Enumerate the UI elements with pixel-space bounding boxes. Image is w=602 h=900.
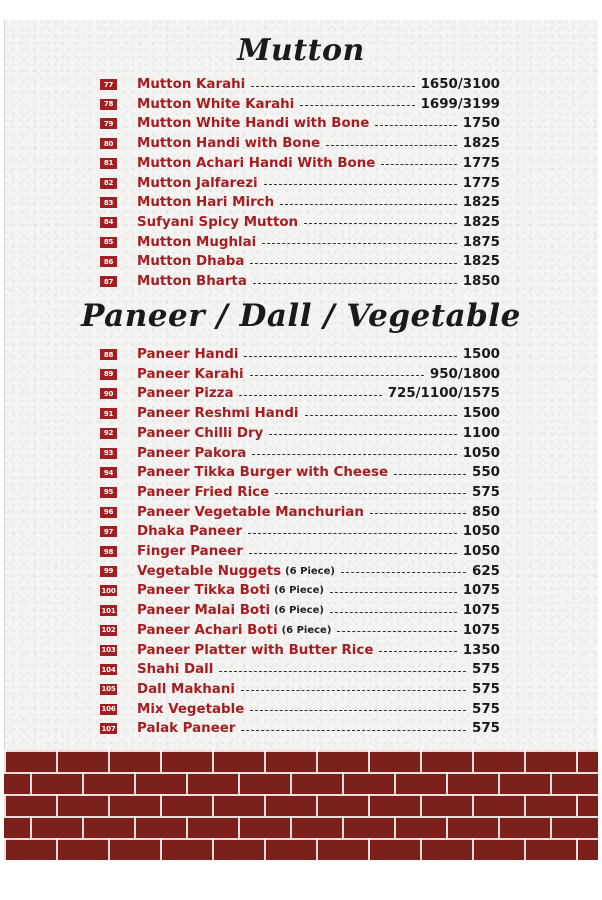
item-price: 575 bbox=[472, 721, 500, 737]
dotted-leader bbox=[250, 710, 466, 711]
item-price: 1775 bbox=[462, 155, 500, 171]
dotted-leader bbox=[253, 283, 457, 284]
item-price: 1650/3100 bbox=[420, 77, 500, 92]
menu-item bbox=[100, 621, 500, 640]
item-name: Mutton Achari Handi With Bone bbox=[137, 155, 376, 171]
item-number-badge: 83 bbox=[100, 197, 117, 208]
item-price: 625 bbox=[472, 563, 500, 579]
item-price: 550 bbox=[472, 465, 500, 481]
item-price: 575 bbox=[472, 701, 500, 717]
item-price: 850 bbox=[472, 504, 500, 520]
item-name: Paneer Pakora bbox=[137, 445, 247, 461]
menu-item bbox=[100, 562, 500, 581]
dotted-leader bbox=[269, 434, 456, 435]
item-name: Paneer Achari Boti bbox=[137, 622, 278, 638]
menu-item bbox=[100, 503, 500, 522]
item-name: Paneer Pizza bbox=[137, 386, 234, 402]
item-number-badge: 101 bbox=[101, 606, 116, 615]
item-price: 1825 bbox=[462, 214, 500, 230]
dotted-leader bbox=[300, 105, 414, 106]
item-number-badge: 82 bbox=[100, 178, 117, 189]
item-number-badge: 88 bbox=[100, 349, 117, 360]
item-number-badge: 89 bbox=[100, 369, 117, 380]
item-number-badge: 84 bbox=[100, 217, 117, 228]
dotted-leader bbox=[370, 513, 466, 514]
menu-item bbox=[100, 483, 500, 502]
menu-item bbox=[100, 95, 500, 114]
item-note: (6 Piece) bbox=[281, 624, 332, 636]
item-name: Paneer Malai Boti bbox=[137, 603, 271, 619]
item-price: 1500 bbox=[462, 347, 500, 362]
item-price: 1050 bbox=[462, 544, 500, 559]
item-price: 1350 bbox=[462, 642, 500, 658]
dotted-leader bbox=[280, 204, 457, 205]
menu-item bbox=[100, 641, 500, 660]
item-name: Mutton White Karahi bbox=[137, 96, 295, 112]
item-price: 1825 bbox=[462, 195, 500, 211]
item-note: (6 Piece) bbox=[274, 585, 324, 597]
menu-item bbox=[100, 75, 500, 94]
brick-wall-footer bbox=[4, 750, 598, 860]
menu-item bbox=[100, 424, 500, 443]
dotted-leader bbox=[326, 145, 456, 146]
menu-item bbox=[100, 719, 500, 738]
item-name: Paneer Tikka Boti bbox=[137, 583, 271, 599]
item-name: Paneer Vegetable Manchurian bbox=[137, 504, 364, 520]
item-name: Paneer Platter with Butter Rice bbox=[137, 642, 374, 658]
dotted-leader bbox=[381, 164, 456, 165]
menu-item bbox=[100, 384, 500, 403]
dotted-leader bbox=[239, 395, 381, 396]
item-number-badge: 100 bbox=[101, 586, 116, 595]
dotted-leader bbox=[341, 572, 466, 573]
item-number-badge: 107 bbox=[101, 724, 116, 733]
item-number-badge: 105 bbox=[101, 685, 116, 694]
item-name: Vegetable Nuggets bbox=[137, 563, 282, 579]
item-price: 1075 bbox=[462, 622, 500, 638]
item-number-badge: 93 bbox=[100, 448, 117, 459]
dotted-leader bbox=[337, 631, 456, 632]
dotted-leader bbox=[251, 86, 414, 87]
dotted-leader bbox=[244, 356, 456, 357]
menu-item bbox=[100, 680, 500, 699]
item-number-badge: 102 bbox=[101, 626, 116, 635]
dotted-leader bbox=[252, 454, 456, 455]
dotted-leader bbox=[241, 690, 466, 691]
menu-item bbox=[100, 233, 500, 252]
dotted-leader bbox=[379, 651, 456, 652]
item-price: 1850 bbox=[462, 274, 500, 289]
item-note: (6 Piece) bbox=[285, 565, 335, 577]
item-price: 1100 bbox=[462, 425, 500, 441]
menu-item bbox=[100, 345, 500, 364]
item-price: 1699/3199 bbox=[420, 96, 500, 112]
item-price: 1875 bbox=[462, 234, 500, 250]
item-number-badge: 103 bbox=[101, 646, 116, 654]
dotted-leader bbox=[248, 533, 457, 534]
dotted-leader bbox=[330, 592, 457, 593]
item-number-badge: 91 bbox=[100, 408, 117, 419]
item-name: Dhaka Paneer bbox=[137, 524, 243, 540]
item-number-badge: 97 bbox=[100, 526, 117, 537]
item-number-badge: 81 bbox=[100, 158, 117, 169]
item-name: Paneer Karahi bbox=[137, 366, 244, 382]
item-name: Mutton Handi with Bone bbox=[137, 136, 321, 152]
item-price: 1075 bbox=[462, 583, 500, 599]
item-name: Mutton Karahi bbox=[137, 77, 246, 92]
item-name: Mutton White Handi with Bone bbox=[137, 116, 370, 132]
dotted-leader bbox=[304, 223, 457, 224]
item-price: 575 bbox=[472, 662, 500, 678]
menu-item bbox=[100, 542, 500, 561]
paneer-section-title: Paneer / Dall / Vegetable bbox=[81, 298, 521, 334]
item-name: Mutton Hari Mirch bbox=[137, 195, 275, 211]
item-number-badge: 94 bbox=[100, 467, 117, 478]
item-name: Finger Paneer bbox=[137, 544, 243, 559]
item-price: 1750 bbox=[462, 116, 500, 132]
item-number-badge: 86 bbox=[100, 256, 117, 267]
item-name: Paneer Fried Rice bbox=[137, 484, 270, 500]
item-number-badge: 106 bbox=[101, 705, 116, 714]
item-price: 1775 bbox=[462, 175, 500, 191]
item-name: Mix Vegetable bbox=[137, 701, 245, 717]
item-number-badge: 85 bbox=[100, 237, 117, 248]
mutton-section-title: Mutton bbox=[237, 33, 365, 68]
item-number-badge: 95 bbox=[100, 487, 117, 498]
item-number-badge: 90 bbox=[100, 388, 117, 399]
menu-item bbox=[100, 463, 500, 482]
item-name: Paneer Reshmi Handi bbox=[137, 406, 299, 422]
menu-item bbox=[100, 404, 500, 423]
dotted-leader bbox=[250, 263, 456, 264]
dotted-leader bbox=[330, 612, 457, 613]
dotted-leader bbox=[264, 184, 457, 185]
menu-item bbox=[100, 114, 500, 133]
menu-item bbox=[100, 252, 500, 271]
dotted-leader bbox=[249, 553, 457, 554]
menu-item bbox=[100, 272, 500, 291]
item-number-badge: 98 bbox=[100, 546, 117, 557]
item-price: 1825 bbox=[462, 254, 500, 270]
item-price: 1825 bbox=[462, 136, 500, 152]
menu-item bbox=[100, 134, 500, 153]
item-number-badge: 77 bbox=[100, 79, 117, 90]
menu-item bbox=[100, 660, 500, 679]
menu-item bbox=[100, 154, 500, 173]
item-price: 950/1800 bbox=[429, 366, 500, 382]
item-name: Mutton Dhaba bbox=[137, 254, 245, 270]
item-name: Mutton Jalfarezi bbox=[137, 175, 258, 191]
item-price: 1050 bbox=[462, 445, 500, 461]
brick-wall-graphic bbox=[4, 750, 598, 860]
item-name: Dall Makhani bbox=[137, 681, 235, 697]
item-price: 1075 bbox=[462, 603, 500, 619]
item-name: Paneer Chilli Dry bbox=[137, 425, 264, 441]
item-number-badge: 96 bbox=[100, 507, 117, 518]
item-name: Palak Paneer bbox=[137, 721, 236, 737]
menu-item bbox=[100, 365, 500, 384]
item-name: Shahi Dall bbox=[137, 662, 214, 678]
item-price: 1500 bbox=[462, 406, 500, 422]
dotted-leader bbox=[305, 415, 457, 416]
dotted-leader bbox=[241, 730, 466, 731]
item-number-badge: 87 bbox=[100, 276, 117, 287]
item-price: 575 bbox=[472, 484, 500, 500]
menu-item bbox=[100, 601, 500, 620]
item-number-badge: 92 bbox=[100, 428, 117, 439]
item-price: 725/1100/1575 bbox=[387, 386, 500, 402]
item-note: (6 Piece) bbox=[274, 605, 324, 617]
item-number-badge: 104 bbox=[101, 665, 116, 674]
item-name: Mutton Mughlai bbox=[137, 234, 257, 250]
item-number-badge: 99 bbox=[100, 566, 117, 577]
dotted-leader bbox=[394, 474, 466, 475]
dotted-leader bbox=[250, 375, 424, 376]
item-name: Paneer Tikka Burger with Cheese bbox=[137, 465, 389, 481]
menu-item bbox=[100, 193, 500, 212]
menu-item bbox=[100, 444, 500, 463]
item-number-badge: 78 bbox=[100, 99, 117, 110]
menu-item bbox=[100, 700, 500, 719]
item-name: Sufyani Spicy Mutton bbox=[137, 214, 299, 230]
item-price: 575 bbox=[472, 681, 500, 697]
dotted-leader bbox=[219, 671, 466, 672]
menu-item bbox=[100, 213, 500, 232]
item-name: Mutton Bharta bbox=[137, 274, 247, 289]
item-number-badge: 79 bbox=[100, 118, 117, 129]
item-number-badge: 80 bbox=[100, 138, 117, 149]
dotted-leader bbox=[262, 243, 456, 244]
menu-item bbox=[100, 581, 500, 600]
item-price: 1050 bbox=[462, 524, 500, 540]
menu-item bbox=[100, 522, 500, 541]
item-name: Paneer Handi bbox=[137, 347, 239, 362]
dotted-leader bbox=[375, 125, 456, 126]
dotted-leader bbox=[275, 493, 466, 494]
menu-item bbox=[100, 174, 500, 193]
